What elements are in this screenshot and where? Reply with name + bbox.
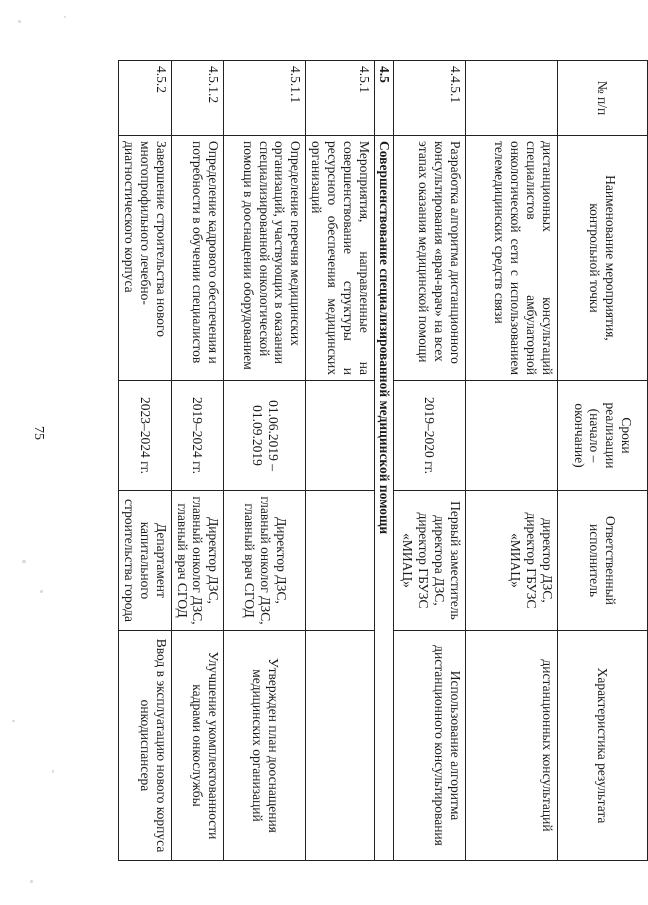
cell-result: Ввод в эксплуатацию нового корпуса онкодиспансера (118, 631, 171, 861)
scan-speck (22, 560, 26, 563)
scan-speck (52, 770, 54, 773)
cell-num: 4.5.1 (306, 61, 375, 136)
cell-responsible: Директор ДЗС, главный онколог ДЗС, главный врач СГОД (224, 491, 306, 631)
header-num: № п/п (558, 61, 648, 136)
header-responsible: Ответственный исполнитель (558, 491, 648, 631)
cell-name: Разработка алгоритма дистанционного консультирования «врач-врач» на всех этапах оказания медицинской помощи (394, 136, 466, 381)
cell-num: 4.4.5.1 (394, 61, 466, 136)
header-result: Характеристика результата (558, 631, 648, 861)
cell-term: 2019–2020 гг. (394, 381, 466, 491)
cell-num: 4.5.1.1 (224, 61, 306, 136)
cell-responsible: Департамент капитального строительства города (118, 491, 171, 631)
table-row (118, 61, 171, 861)
cell-result: дистанционных консультаций (466, 631, 558, 861)
cell-num (466, 61, 558, 136)
scan-speck (64, 16, 66, 18)
cell-name: Определение перечня медицинских организаций, участвующих в оказании специализированной онкологической помощи в дооснащении оборудованием (224, 136, 306, 381)
cell-result: Утвержден план дооснащения медицинских организаций (224, 631, 306, 861)
cell-term: 2023–2024 гг. (118, 381, 171, 491)
cell-name: Мероприятия, направленные на совершенствование структуры и ресурсного обеспечения медицинских организаций (306, 136, 375, 381)
cell-term (466, 381, 558, 491)
table-row (466, 61, 558, 861)
table-row (306, 61, 375, 861)
table-row (394, 61, 466, 861)
table-header-row (558, 61, 648, 861)
cell-result (306, 631, 375, 861)
rotated-table-container (121, 60, 648, 860)
cell-result: Улучшение укомплектованности кадрами онкослужбы (171, 631, 224, 861)
cell-name: Завершение строительства нового многопрофильного лечебно-диагностического корпуса (118, 136, 171, 381)
cell-name: Определение кадрового обеспечения и потребности в обучении специалистов (171, 136, 224, 381)
table-row (171, 61, 224, 861)
cell-term: 2019–2024 гг. (171, 381, 224, 491)
cell-result: Использование алгоритма дистанционного консультирования (394, 631, 466, 861)
measures-table (118, 60, 648, 861)
scan-speck (12, 720, 15, 722)
cell-term: 01.06.2019 – 01.09.2019 (224, 381, 306, 491)
table-row (224, 61, 306, 861)
cell-name: дистанционных консультаций специалистов амбулаторной онкологической сети с использованием телемедицинских средств связи (466, 136, 558, 381)
section-title: Совершенствование специализированной медицинской помощи (375, 136, 394, 861)
scan-speck (30, 880, 33, 883)
section-row (375, 61, 394, 861)
header-name: Наименование мероприятия, контрольной точки (558, 136, 648, 381)
page-number: 75 (31, 426, 46, 440)
cell-term (306, 381, 375, 491)
cell-num: 4.5.1.2 (171, 61, 224, 136)
section-num: 4.5 (375, 61, 394, 136)
header-term: Сроки реализации (начало – окончание) (558, 381, 648, 491)
cell-responsible: Первый заместитель директора ДЗС, директор ГБУЗС «МИАЦ» (394, 491, 466, 631)
scan-speck (40, 590, 43, 593)
scan-speck (18, 20, 21, 23)
cell-responsible: Директор ДЗС, главный онколог ДЗС, главный врач СГОД (171, 491, 224, 631)
cell-responsible: директор ДЗС, директор ГБУЗС «МИАЦ» (466, 491, 558, 631)
cell-num: 4.5.2 (118, 61, 171, 136)
cell-responsible (306, 491, 375, 631)
